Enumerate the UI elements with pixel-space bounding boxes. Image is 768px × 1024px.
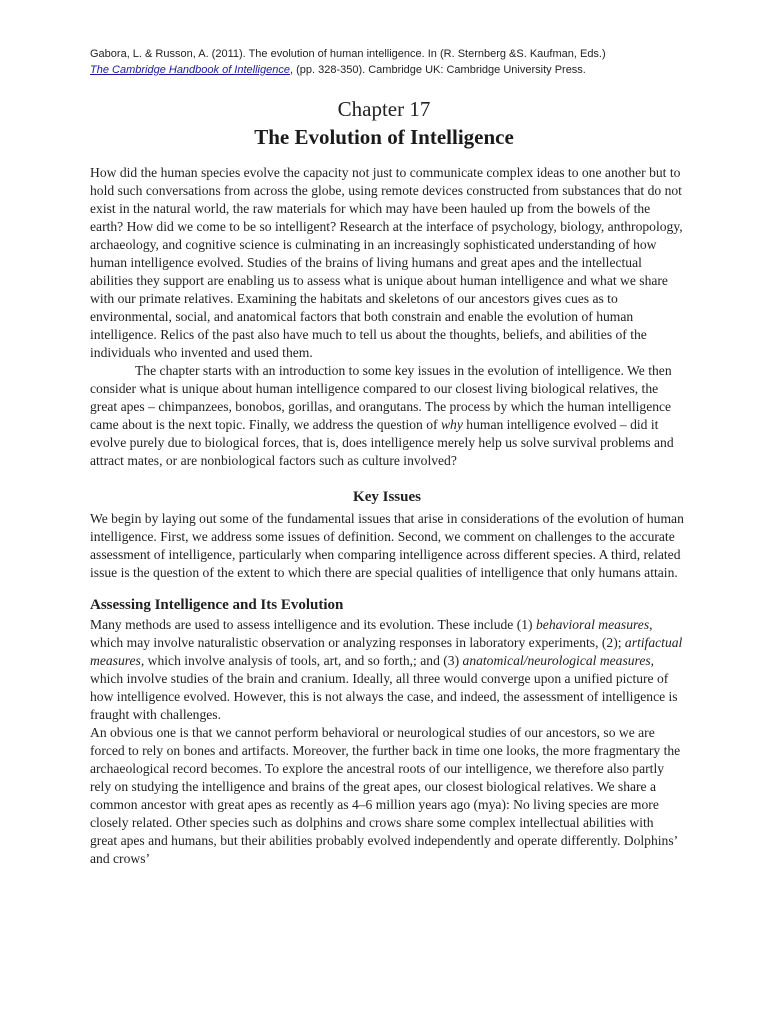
- chapter-header: [0, 96, 768, 150]
- book-title-link[interactable]: The Cambridge Handbook of Intelligence: [90, 64, 290, 76]
- section-heading-assessing: Assessing Intelligence and Its Evolution: [90, 597, 344, 613]
- assessing-p1-a: Many methods are used to assess intelligence and its evolution. These include (1): [90, 617, 536, 632]
- assessing-p1-c: which involve analysis of tools, art, and so forth,; and (3): [144, 653, 463, 668]
- citation-line-1: Gabora, L. & Russon, A. (2011). The evolution of human intelligence. In (R. Sternberg &S. Kaufman, Eds.): [90, 48, 606, 60]
- key-issues-paragraph: We begin by laying out some of the fundamental issues that arise in considerations of the evolution of human intelligence. First, we address some issues of definition. Second, we comment on challenges to the accurate assessment of intelligence, particularly when comparing intelligence across different species. A third, related issue is the question of the extent to which there are special qualities of intelligence that only humans attain.: [90, 511, 684, 580]
- citation-line-2-rest: , (pp. 328-350). Cambridge UK: Cambridge University Press.: [289, 64, 586, 76]
- assessing-paragraph-1: [90, 616, 684, 724]
- assessing-paragraph-2: An obvious one is that we cannot perform behavioral or neurological studies of our ancestors, so we are forced to rely on bones and artifacts. Moreover, the further back in time one looks, the more fragmentary the archaeological record becomes. To explore the ancestral roots of our intelligence, we therefore also partly rely on studying the intelligence and brains of the great apes, our closest biological relatives. We share a common ancestor with great apes as recently as 4–6 million years ago (mya): No living species are more closely related. Other species such as dolphins and crows share some complex intellectual abilities with great apes and humans, but their abilities probably evolved independently and operate differently. Dolphins’ and crows’: [90, 725, 681, 866]
- assessing-p1-italic-2: artifactual measures,: [90, 635, 683, 668]
- chapter-number: Chapter 17: [337, 97, 431, 121]
- citation: [90, 46, 690, 78]
- assessing-p1-d: , which involve studies of the brain and cranium. Ideally, all three would converge upon a unified picture of how intelligence evolved. However, this is not always the case, and indeed, the assessment of intelligence is fraught with challenges.: [90, 653, 678, 722]
- chapter-overview-paragraph: [90, 362, 684, 470]
- citation-line-2: [90, 62, 690, 78]
- chapter-title: The Evolution of Intelligence: [254, 125, 514, 149]
- body-text: [90, 164, 684, 868]
- overview-part-2: human intelligence evolved – did it evolve purely due to biological forces, that is, does intelligence merely help us solve survival problems and attract mates, or are nonbiological factors such as culture involved?: [90, 417, 674, 468]
- overview-italic-why: why: [440, 417, 463, 432]
- intro-paragraph: How did the human species evolve the capacity not just to communicate complex ideas to one another but to hold such conversations from across the globe, using remote devices constructed from substances that do not exist in the natural world, the raw materials for which may have been hauled up from the bowels of the earth? How did we come to be so intelligent? Research at the interface of psychology, biology, anthropology, archaeology, and cognitive science is culminating in an increasingly sophisticated understanding of how human intelligence evolved. Studies of the brains of living humans and great apes and the intellectual abilities they support are enabling us to assess what is unique about human intelligence and what we share with our primate relatives. Examining the habitats and skeletons of our ancestors gives cues as to environmental, social, and anatomical factors that both constrain and enable the evolution of human intelligence. Relics of the past also have much to tell us about the thoughts, beliefs, and abilities of the individuals who invented and used them.: [90, 165, 683, 360]
- assessing-p1-b: , which may involve naturalistic observation or analyzing responses in laboratory experiments, (2);: [90, 617, 653, 650]
- section-heading-key-issues: Key Issues: [353, 489, 421, 505]
- assessing-p1-italic-3: anatomical/neurological measures: [462, 653, 651, 668]
- assessing-p1-italic-1: behavioral measures: [535, 617, 650, 632]
- overview-part-1: The chapter starts with an introduction to some key issues in the evolution of intelligence. We then consider what is unique about human intelligence compared to our closest living biological relatives, the great apes – chimpanzees, bonobos, gorillas, and orangutans. The process by which the human intelligence came about is the next topic. Finally, we address the question of: [90, 363, 672, 432]
